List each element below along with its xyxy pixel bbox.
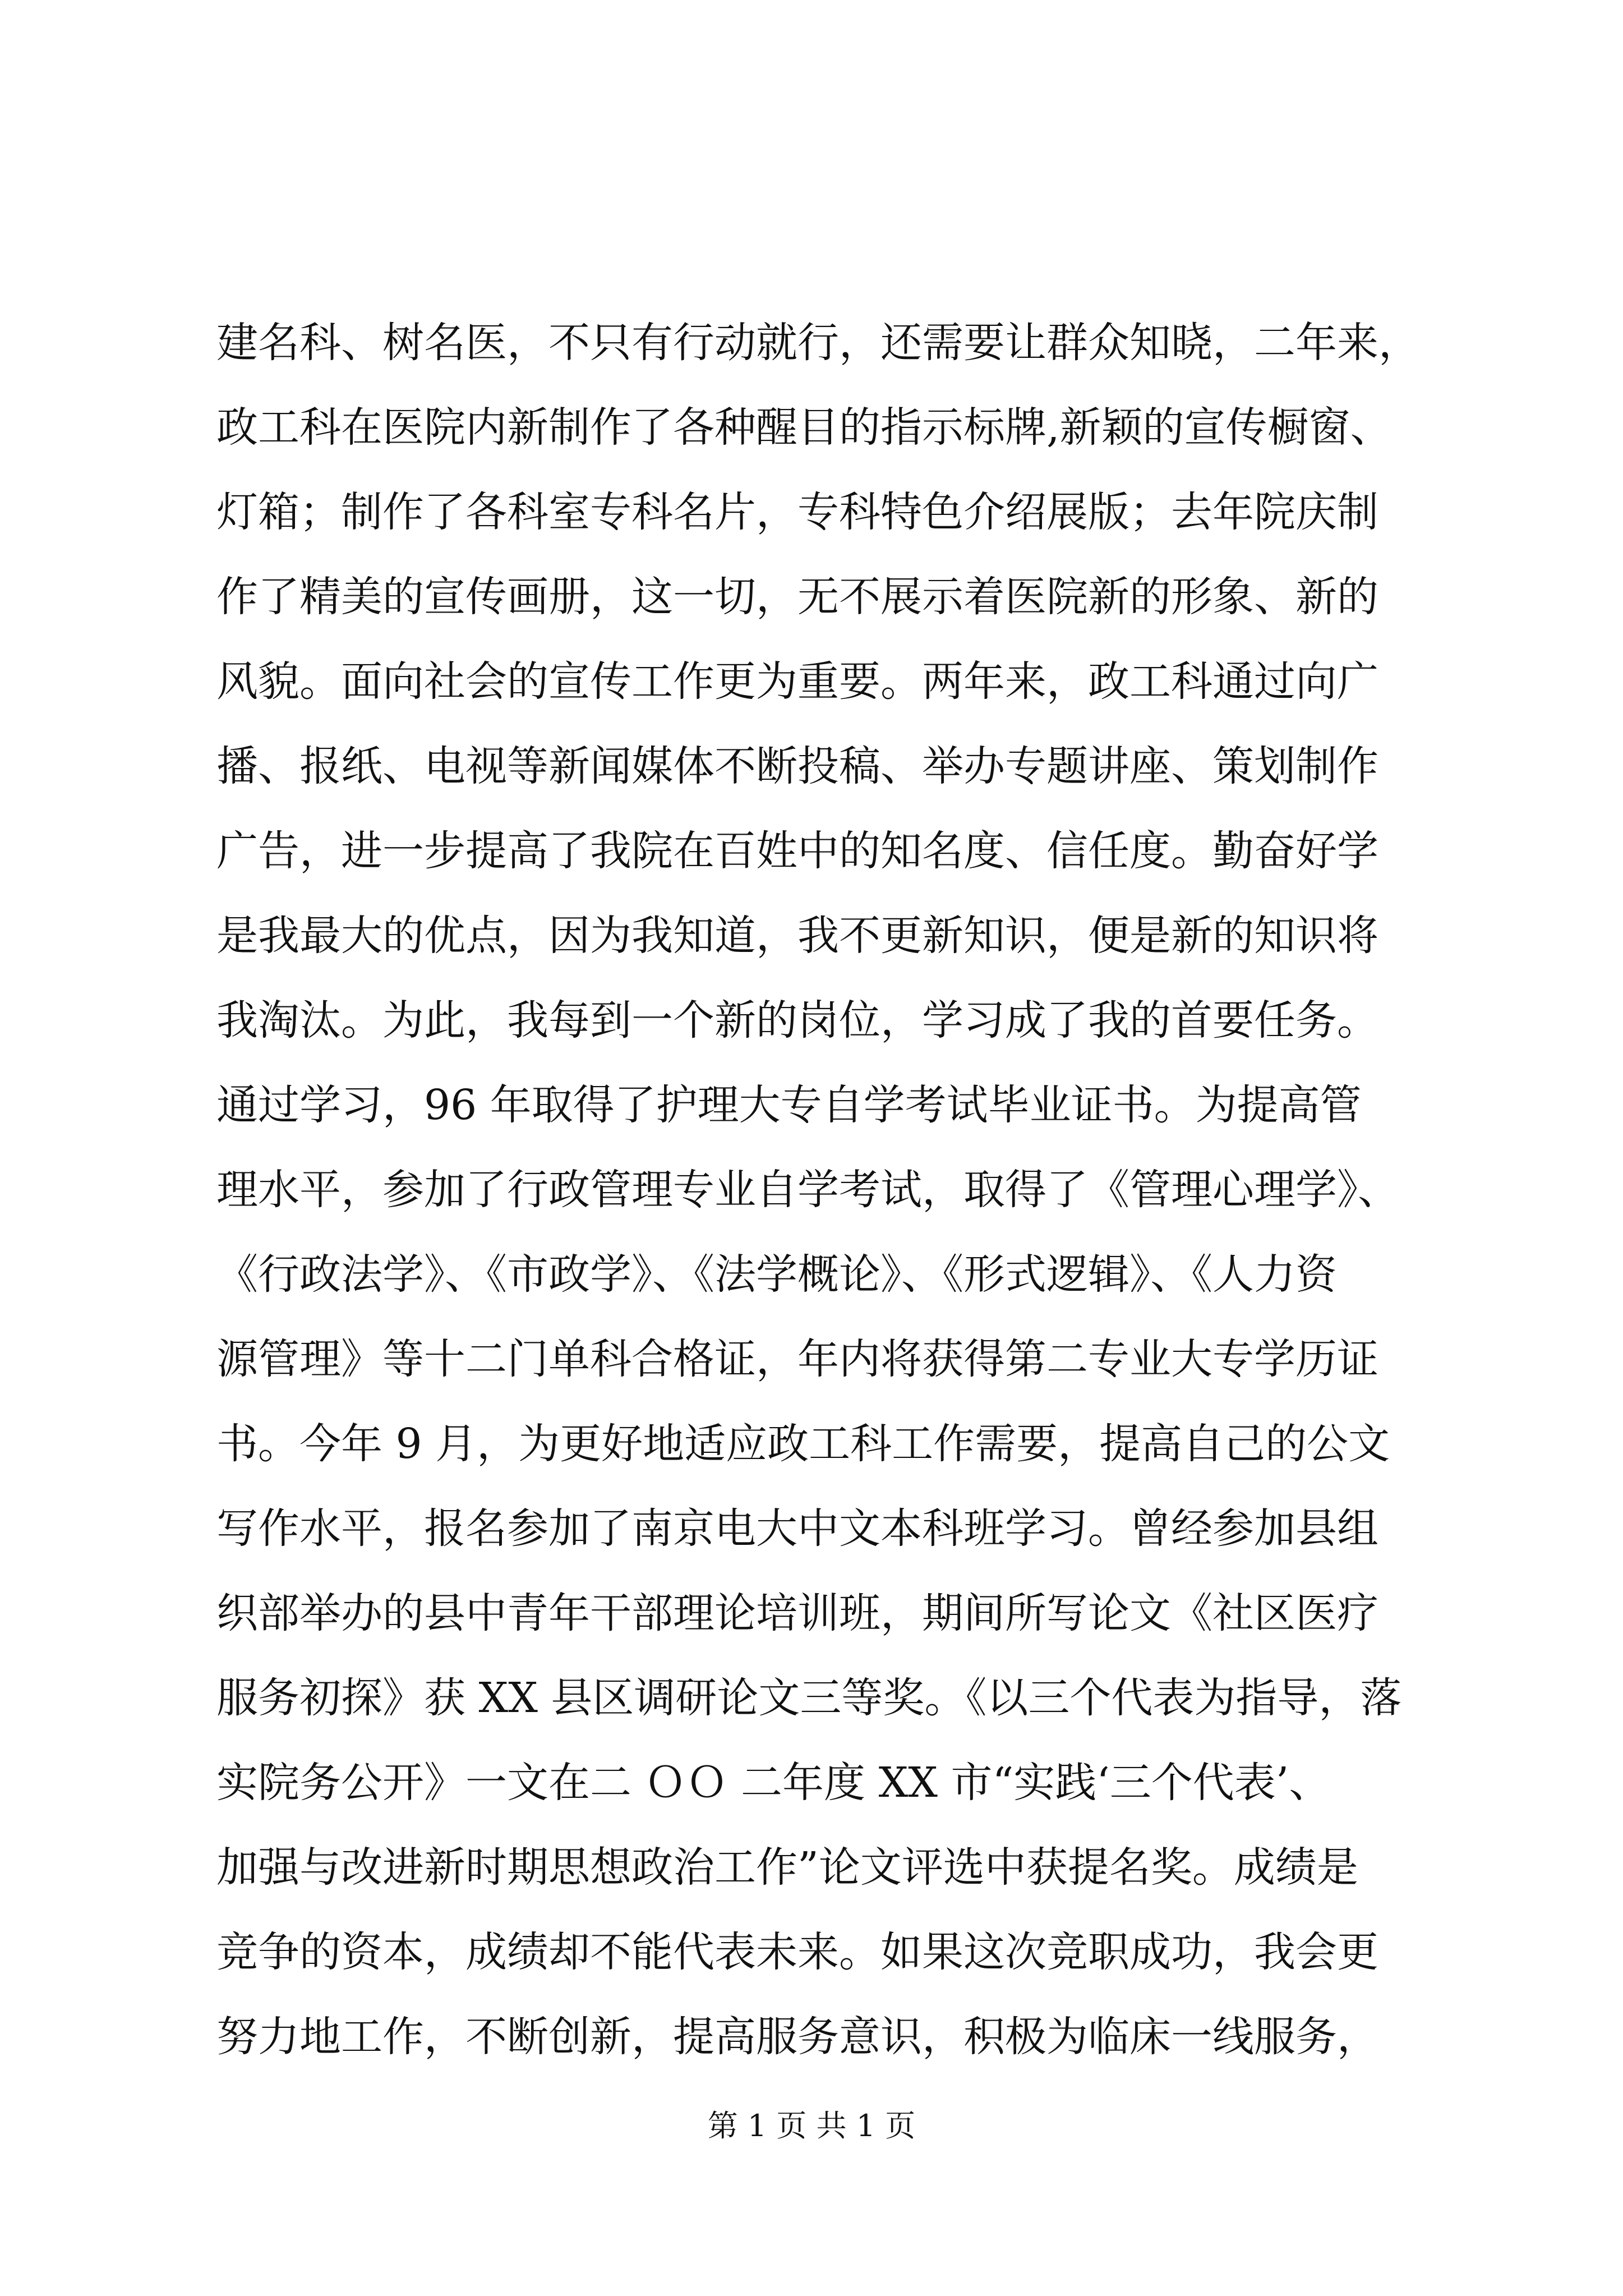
page-footer	[0, 2104, 1623, 2148]
text-line-8: 是我最大的优点，因为我知道，我不更新知识，便是新的知识将	[216, 912, 1378, 960]
text-line-3: 灯箱；制作了各科室专科名片，专科特色介绍展版；去年院庆制	[216, 488, 1378, 536]
text-line-12: 《行政法学》、《市政学》、《法学概论》、《形式逻辑》、《人力资	[216, 1250, 1337, 1299]
text-line-19: 加强与改进新时期思想政治工作”论文评选中获提名奖。成绩是	[216, 1843, 1358, 1892]
text-line-14: 书。今年 9 月，为更好地适应政工科工作需要，提高自己的公文	[216, 1420, 1390, 1468]
text-line-2: 政工科在医院内新制作了各种醒目的指示标牌,新颖的宣传橱窗、	[216, 403, 1392, 452]
text-line-16: 织部举办的县中青年干部理论培训班，期间所写论文《社区医疗	[216, 1589, 1378, 1637]
text-line-21: 努力地工作，不断创新，提高服务意识，积极为临床一线服务，	[216, 2013, 1378, 2061]
text-line-4: 作了精美的宣传画册，这一切，无不展示着医院新的形象、新的	[216, 573, 1378, 621]
text-line-10: 通过学习，96 年取得了护理大专自学考试毕业证书。为提高管	[216, 1081, 1362, 1129]
text-line-18: 实院务公开》一文在二 ＯＯ 二年度 XX 市“实践‘三个代表’、	[216, 1759, 1331, 1807]
page-number: 第 1 页 共 1 页	[707, 2108, 916, 2143]
text-line-15: 写作水平，报名参加了南京电大中文本科班学习。曾经参加县组	[216, 1504, 1378, 1553]
text-line-13: 源管理》等十二门单科合格证，年内将获得第二专业大专学历证	[216, 1335, 1378, 1383]
text-line-17: 服务初探》获 XX 县区调研论文三等奖。《以三个代表为指导，落	[216, 1674, 1402, 1722]
text-line-1: 建名科、树名医，不只有行动就行，还需要让群众知晓，二年来，	[216, 319, 1420, 367]
text-line-11: 理水平，参加了行政管理专业自学考试，取得了《管理心理学》、	[216, 1166, 1399, 1214]
text-line-6: 播、报纸、电视等新闻媒体不断投稿、举办专题讲座、策划制作	[216, 742, 1378, 790]
text-line-7: 广告，进一步提高了我院在百姓中的知名度、信任度。勤奋好学	[216, 827, 1378, 875]
text-line-5: 风貌。面向社会的宣传工作更为重要。两年来，政工科通过向广	[216, 657, 1378, 706]
text-line-20: 竞争的资本，成绩却不能代表未来。如果这次竞职成功，我会更	[216, 1928, 1378, 1976]
text-line-9: 我淘汰。为此，我每到一个新的岗位，学习成了我的首要任务。	[216, 996, 1378, 1045]
